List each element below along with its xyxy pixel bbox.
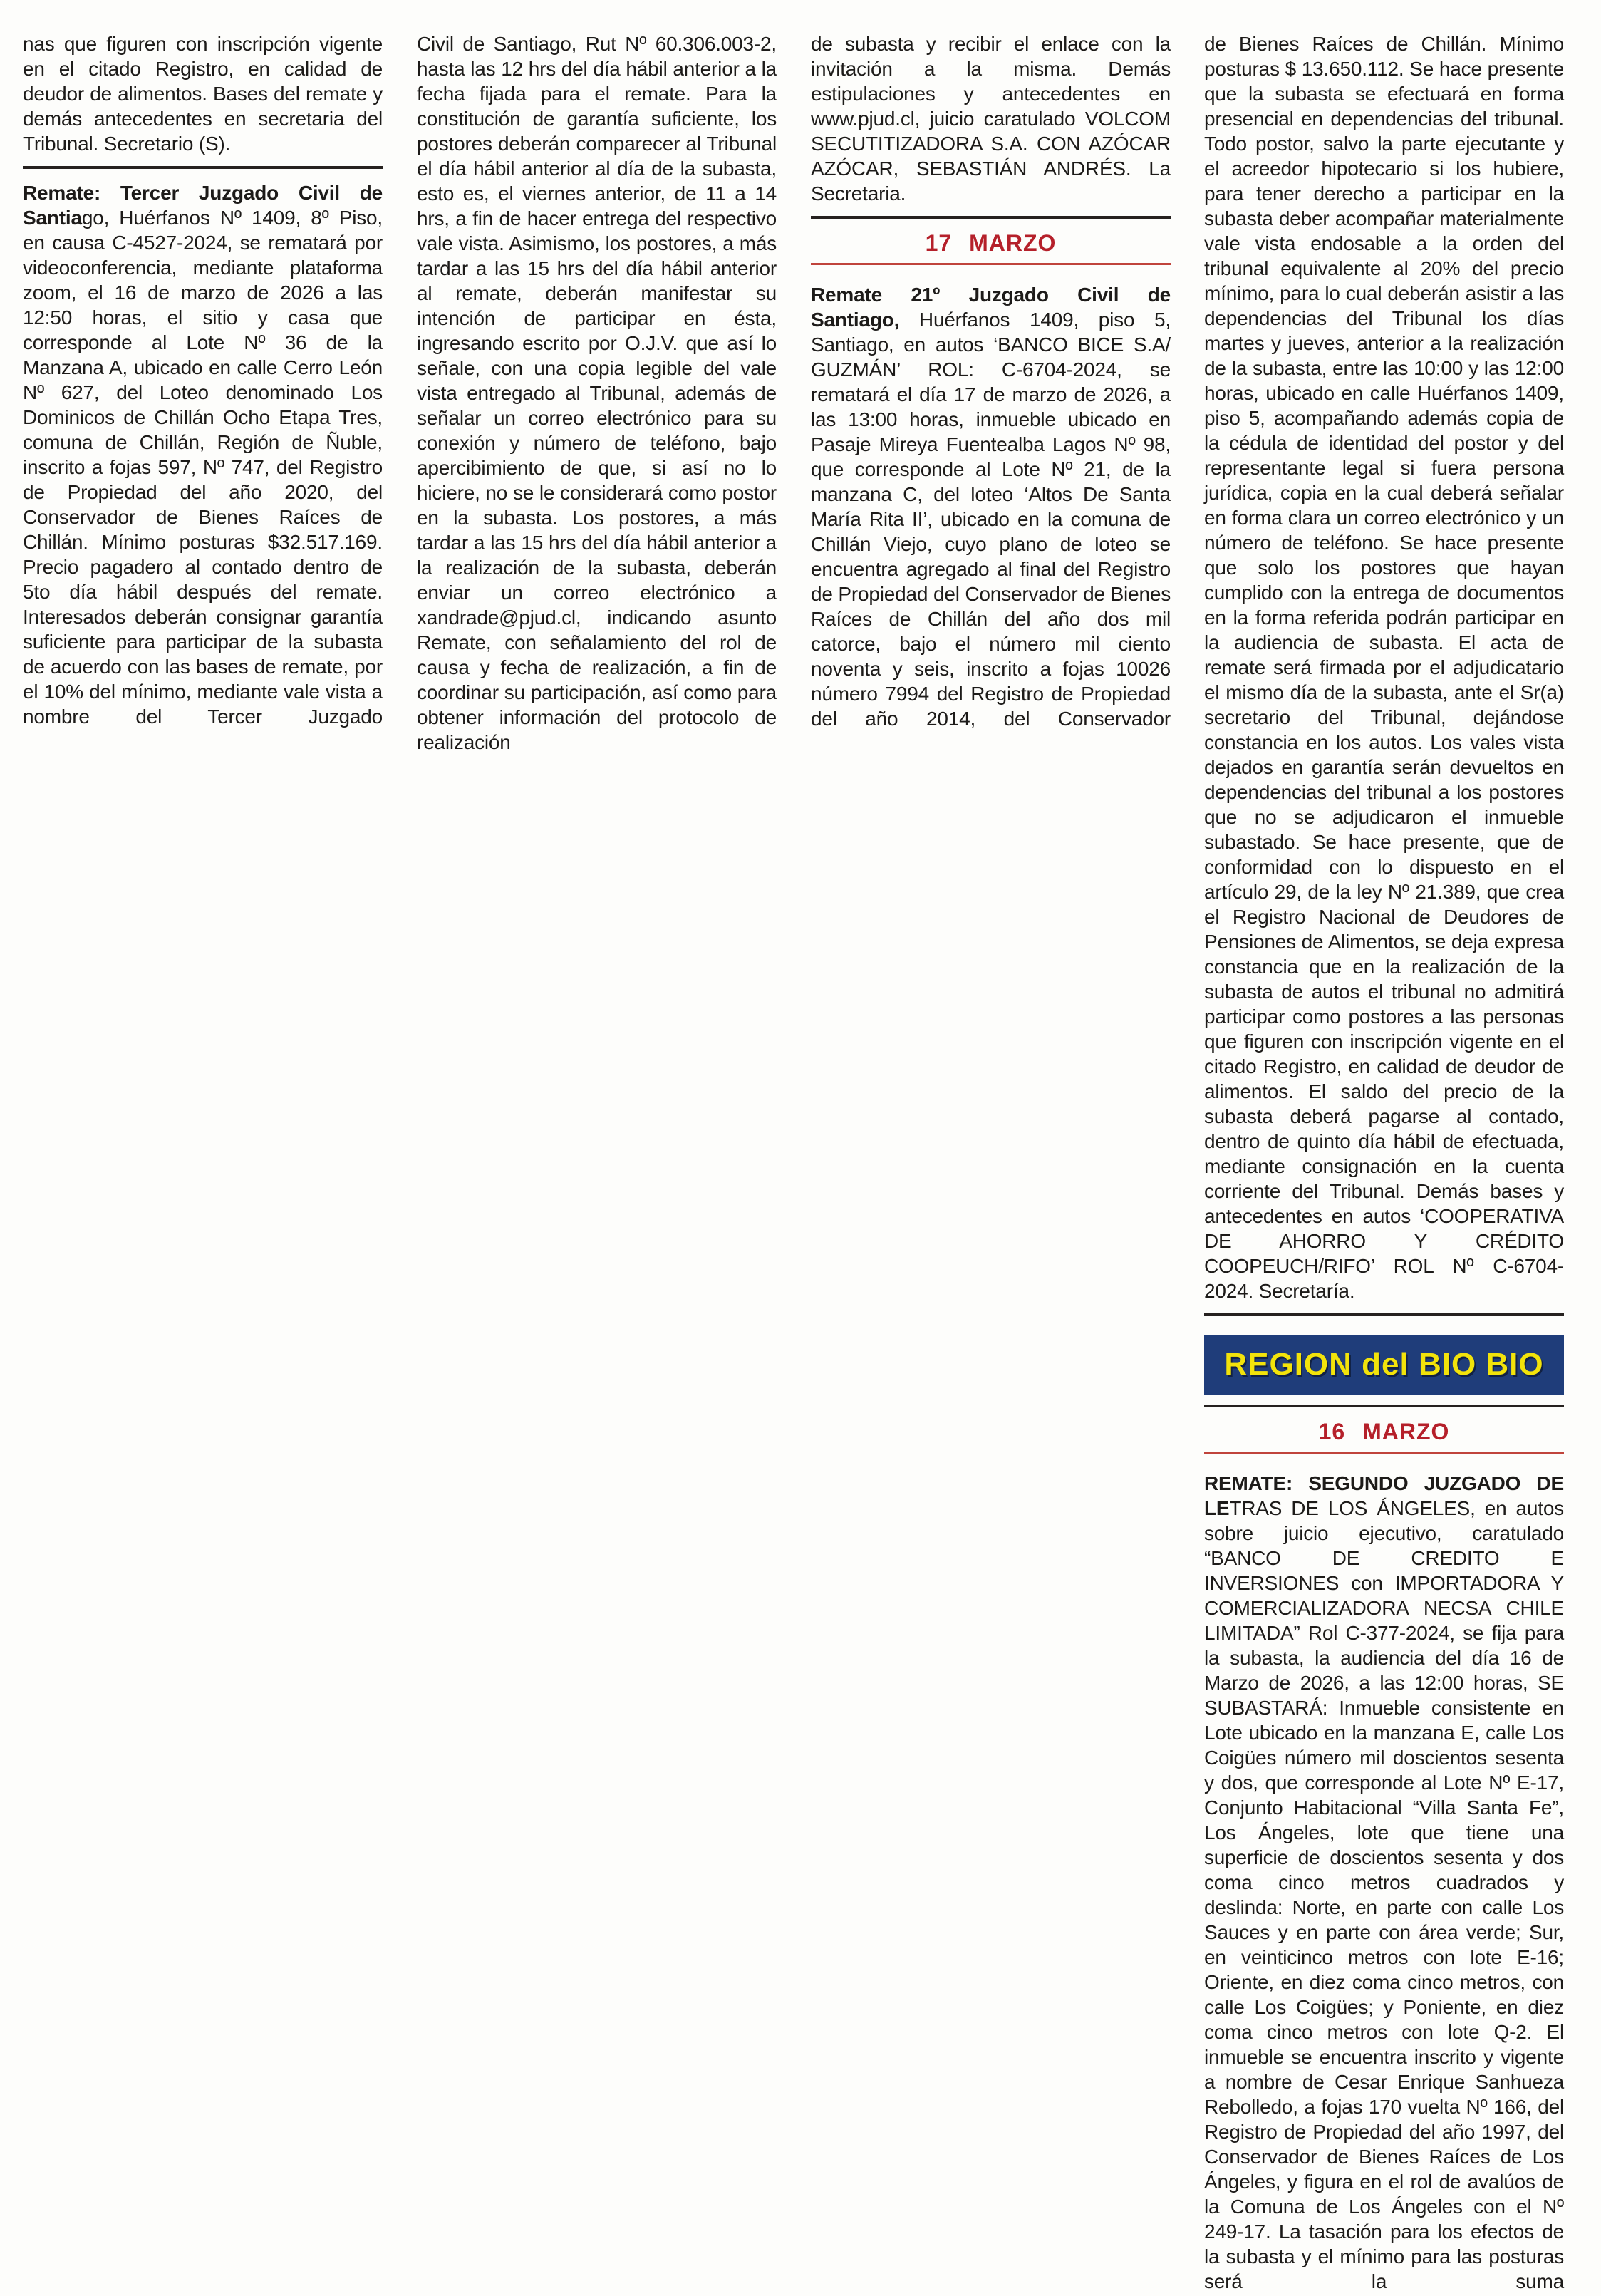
ad-remate-segundo-juzgado xyxy=(1204,1471,1564,2294)
region-banner xyxy=(1204,1335,1564,1395)
ad-body-text: nas que figuren con inscripción vigente en el citado Registro, en calidad de deudor de alimentos. Bases del remate y demás antecedentes en secretaria del Tribunal. Secretario (S). xyxy=(23,33,383,155)
date-heading: 17 MARZO xyxy=(925,230,1057,256)
ad-remate-21-juzgado-continuation xyxy=(1204,31,1564,1303)
ad-bold-lead: Remate: Tercer Juzgado Civil de Santia xyxy=(23,182,383,229)
column-3 xyxy=(811,31,1171,731)
ad-body-text: de Bienes Raíces de Chillán. Mínimo posturas $ 13.650.112. Se hace presente que la subasta se efectuará en forma presencial en dependencias del tribunal. Todo postor, salvo la parte ejecutante y el acreedor hipotecario si los hubiere, para tener derecho a participar en la subasta deber acompañar materialmente vale vista endosable a la orden del tribunal equivalente al 20% del precio mínimo, para lo cual deberán asistir a las dependencias del Tribunal los días martes y jueves, anterior a la realización de la subasta, entre las 10:00 y las 12:00 horas, ubicado en calle Huérfanos 1409, piso 5, acompañando además copia de la cédula de identidad del postor y del representante legal si fuera persona jurídica, copia en la cual deberá señalar en forma clara un correo electrónico y un número de teléfono. Se hace presente que solo los postores que hayan cumplido con la entrega de documentos en la forma referida podrán participar en la audiencia de subasta. El acta de remate será firmada por el adjudicatario el mismo día de la subasta, ante el Sr(a) secretario del Tribunal, dejándose constancia en los autos. Los vales vista dejados en garantía serán devueltos en dependencias del tribunal a los postores que no se adjudicaron el inmueble subastado. Se hace presente, que de conformidad con lo dispuesto en el artículo 29, de la ley Nº 21.389, que crea el Registro Nacional de Deudores de Pensiones de Alimentos, se deja expresa constancia que en la realización de la subasta de autos el tribunal no admitirá participar como postores a las personas que figuren con inscripción vigente en el citado Registro, en calidad de deudor de alimentos. El saldo del precio de la subasta deberá pagarse al contado, dentro de quinto día hábil de efectuada, mediante consignación en la cuenta corriente del Tribunal. Demás bases y antecedentes en autos ‘COOPERATIVA DE AHORRO Y CRÉDITO COOPEUCH/RIFO’ ROL Nº C-6704-2024. Secretaría. xyxy=(1204,33,1564,1302)
ad-remate-21-juzgado xyxy=(811,282,1171,731)
ad-fragment-secretario xyxy=(23,31,383,156)
ad-body-text: Civil de Santiago, Rut Nº 60.306.003-2, hasta las 12 hrs del día hábil anterior a la fecha fijada para el remate. Para la constitución de garantía suficiente, los postores deberán comparecer al Tribunal el día hábil anterior al día de la subasta, esto es, el viernes anterior, de 11 a 14 hrs, a fin de hacer entrega del respectivo vale vista. Asimismo, los postores, a más tardar a las 15 hrs del día hábil anterior al remate, deberán manifestar su intención de participar en ésta, ingresando escrito por O.J.V. que así lo señale, con una copia legible del vale vista entregado al Tribunal, además de señalar un correo electrónico para su conexión y número de teléfono, bajo apercibimiento de que, si así no lo hiciere, no se le considerará como postor en la subasta. Los postores, a más tardar a las 15 hrs del día hábil anterior a la realización de la subasta, deberán enviar un correo electrónico a xandrade@pjud.cl, indicando asunto Remate, con señalamiento del rol de causa y fecha de realización, a fin de coordinar su participación, así como para obtener información del protocolo de realización xyxy=(417,33,777,753)
date-underline-rule xyxy=(811,263,1171,265)
ad-bold-lead: REMATE: SEGUNDO JUZGADO DE LE xyxy=(1204,1472,1564,1519)
column-2 xyxy=(417,31,777,755)
separator-rule xyxy=(1204,1313,1564,1316)
separator-rule xyxy=(811,216,1171,219)
ad-bold-lead: Remate 21º Juzgado Civil de Santiago, xyxy=(811,284,1171,331)
date-underline-rule xyxy=(1204,1452,1564,1454)
ad-body-text: Huérfanos 1409, piso 5, Santiago, en autos ‘BANCO BICE S.A/ GUZMÁN’ ROL: C-6704-2024, se rematará el día 17 de marzo de 2026, a las 13:00 horas, inmueble ubicado en Pasaje Mireya Fuentealba Lagos Nº 98, que corresponde al Lote Nº 21, de la manzana C, del loteo ‘Altos De Santa María Rita II’, ubicado en la comuna de Chillán Viejo, cuyo plano de loteo se encuentra agregado al final del Registro de Propiedad del Conservador de Bienes Raíces de Chillán del año dos mil catorce, bajo el número mil ciento noventa y seis, inscrito a fojas 10026 número 7994 del Registro de Propiedad del año 2014, del Conservador xyxy=(811,309,1171,730)
date-heading: 16 MARZO xyxy=(1318,1419,1450,1444)
ad-body-text: go, Huérfanos Nº 1409, 8º Piso, en causa C-4527-2024, se rematará por videoconferencia, mediante plataforma zoom, el 16 de marzo de 2026 a las 12:50 horas, el sitio y casa que corresponde al Lote Nº 36 de la Manzana A, ubicado en calle Cerro León Nº 627, del Loteo denominado Los Dominicos de Chillán Ocho Etapa Tres, comuna de Chillán, Región de Ñuble, inscrito a fojas 597, Nº 747, del Registro de Propiedad del año 2020, del Conservador de Bienes Raíces de Chillán. Mínimo posturas $32.517.169. Precio pagadero al contado dentro de 5to día hábil después del remate. Interesados deberán consignar garantía suficiente para participar de la subasta de acuerdo con las bases de remate, por el 10% del mínimo, mediante vale vista a nombre del Tercer Juzgado xyxy=(23,207,383,728)
ad-body-text: TRAS DE LOS ÁNGELES, en autos sobre juicio ejecutivo, caratulado “BANCO DE CREDITO E INVERSIONES con IMPORTADORA Y COMERCIALIZADORA NECSA CHILE LIMITADA” Rol C-377-2024, se fija para la subasta, la audiencia del día 16 de Marzo de 2026, a las 12:00 horas, SE SUBASTARÁ: Inmueble consistente en Lote ubicado en la manzana E, calle Los Coigües número mil doscientos sesenta y dos, que corresponde al Lote Nº E-17, Conjunto Habitacional “Villa Santa Fe”, Los Ángeles, lote que tiene una superficie de doscientos sesenta y dos coma cinco metros cuadrados y deslinda: Norte, en parte con calle Los Sauces y en parte con área verde; Sur, en veinticinco metros con lote E-16; Oriente, en diez coma cinco metros, con calle Los Coigües; y Poniente, en diez coma cinco metros con lote Q-2. El inmueble se encuentra inscrito y vigente a nombre de Cesar Enrique Sanhueza Rebolledo, a fojas 170 vuelta Nº 166, del Registro de Propiedad del año 1997, del Conservador de Bienes Raíces de Los Ángeles, y figura en el rol de avalúos de la Comuna de Los Ángeles con el Nº 249-17. La tasación para los efectos de la subasta y el mínimo para las posturas será la suma xyxy=(1204,1497,1564,2292)
ad-remate-tercer-juzgado-continuation xyxy=(417,31,777,755)
ad-remate-tercer-juzgado-ending xyxy=(811,31,1171,206)
separator-rule xyxy=(23,166,383,169)
column-1 xyxy=(23,31,383,729)
column-4 xyxy=(1204,31,1564,2294)
region-banner-label: REGION del BIO BIO xyxy=(1224,1347,1544,1382)
ad-remate-tercer-juzgado xyxy=(23,180,383,729)
ad-body-text: de subasta y recibir el enlace con la invitación a la misma. Demás estipulaciones y antecedentes en www.pjud.cl, juicio caratulado VOLCOM SECUTITIZADORA S.A. CON AZÓCAR AZÓCAR, SEBASTIÁN ANDRÉS. La Secretaria. xyxy=(811,33,1171,205)
separator-rule xyxy=(1204,1405,1564,1407)
